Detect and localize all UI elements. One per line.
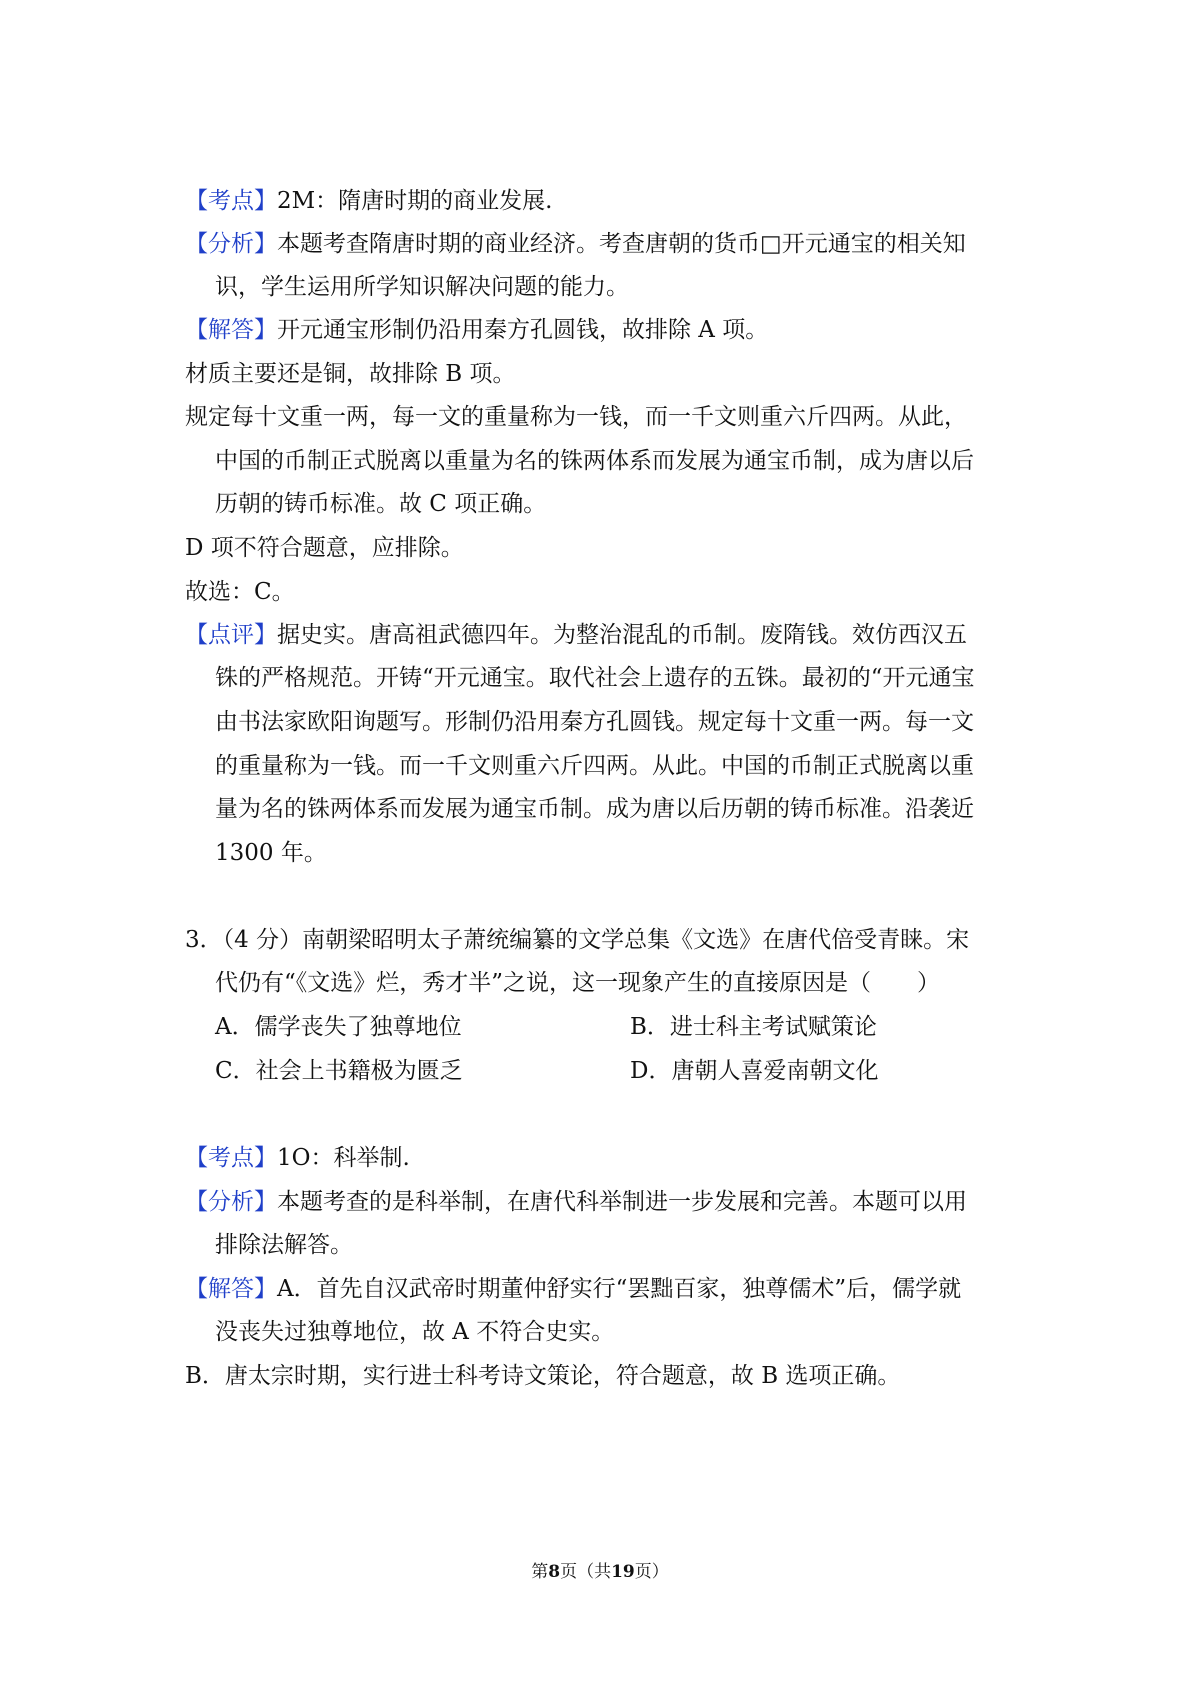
jieda-tag: 【解答】 [185,317,277,343]
dianping-tag: 【点评】 [185,622,277,648]
jieda-line [185,315,768,345]
body-text: 规定每十文重一两，每一文的重量称为一钱，而一千文则重六斤四两。从此， [185,404,967,430]
option-d: D．唐朝人喜爱南朝文化 [630,1058,879,1084]
footer-middle: 页（共 [560,1562,612,1582]
dianping-line [185,620,967,650]
body-text: 历朝的铸币标准。故 C 项正确。 [215,491,547,517]
kaodian-line [185,1143,410,1173]
page-number: 8 [548,1562,561,1582]
question-stem: 3．（4 分）南朝梁昭明太子萧统编纂的文学总集《文选》在唐代倍受青睐。宋 [185,927,970,953]
jieda-text: A．首先自汉武帝时期董仲舒实行“罢黜百家，独尊儒术”后，儒学就 [277,1276,962,1302]
footer-prefix: 第 [531,1562,549,1582]
jieda-line [185,1274,961,1304]
option-b: B．进士科主考试赋策论 [630,1014,877,1040]
kaodian-tag: 【考点】 [185,1145,277,1171]
fenxi-tag: 【分析】 [185,231,277,257]
fenxi-line [185,229,966,259]
jieda-continuation: 没丧失过独尊地位，故 A 不符合史实。 [215,1319,615,1345]
page-footer [0,1560,1200,1584]
option-c: C．社会上书籍极为匮乏 [215,1058,463,1084]
dianping-continuation: 的重量称为一钱。而一千文则重六斤四两。从此。中国的币制正式脱离以重 [215,753,974,779]
body-text: 中国的币制正式脱离以重量为名的铢两体系而发展为通宝币制，成为唐以后 [215,448,974,474]
total-pages: 19 [611,1562,635,1582]
jieda-tag: 【解答】 [185,1276,277,1302]
body-text: B．唐太宗时期，实行进士科考诗文策论，符合题意，故 B 选项正确。 [185,1363,901,1389]
answer-text: 故选：C。 [185,579,295,605]
fenxi-tag: 【分析】 [185,1189,277,1215]
fenxi-continuation: 排除法解答。 [215,1232,353,1258]
dianping-continuation: 由书法家欧阳询题写。形制仍沿用秦方孔圆钱。规定每十文重一两。每一文 [215,709,974,735]
dianping-continuation: 铢的严格规范。开铸“开元通宝。取代社会上遗存的五铢。最初的“开元通宝 [215,665,975,691]
kaodian-tag: 【考点】 [185,188,277,214]
fenxi-text: 本题考查的是科举制，在唐代科举制进一步发展和完善。本题可以用 [277,1189,967,1215]
kaodian-text: 2M：隋唐时期的商业发展. [277,188,553,214]
footer-suffix: 页） [634,1562,669,1582]
fenxi-line [185,1187,967,1217]
kaodian-line [185,186,553,216]
dianping-continuation: 量为名的铢两体系而发展为通宝币制。成为唐以后历朝的铸币标准。沿袭近 [215,796,974,822]
dianping-continuation: 1300 年。 [215,840,327,866]
body-text: D 项不符合题意，应排除。 [185,535,464,561]
kaodian-text: 1O：科举制. [277,1145,410,1171]
body-text: 材质主要还是铜，故排除 B 项。 [185,361,516,387]
jieda-text: 开元通宝形制仍沿用秦方孔圆钱，故排除 A 项。 [277,317,769,343]
fenxi-continuation: 识，学生运用所学知识解决问题的能力。 [215,274,629,300]
option-a: A．儒学丧失了独尊地位 [215,1014,462,1040]
fenxi-text: 本题考查隋唐时期的商业经济。考查唐朝的货币□开元通宝的相关知 [277,231,966,257]
dianping-text: 据史实。唐高祖武德四年。为整治混乱的币制。废隋钱。效仿西汉五 [277,622,967,648]
question-stem-continuation: 代仍有“《文选》烂，秀才半”之说，这一现象产生的直接原因是（ ） [215,970,941,996]
